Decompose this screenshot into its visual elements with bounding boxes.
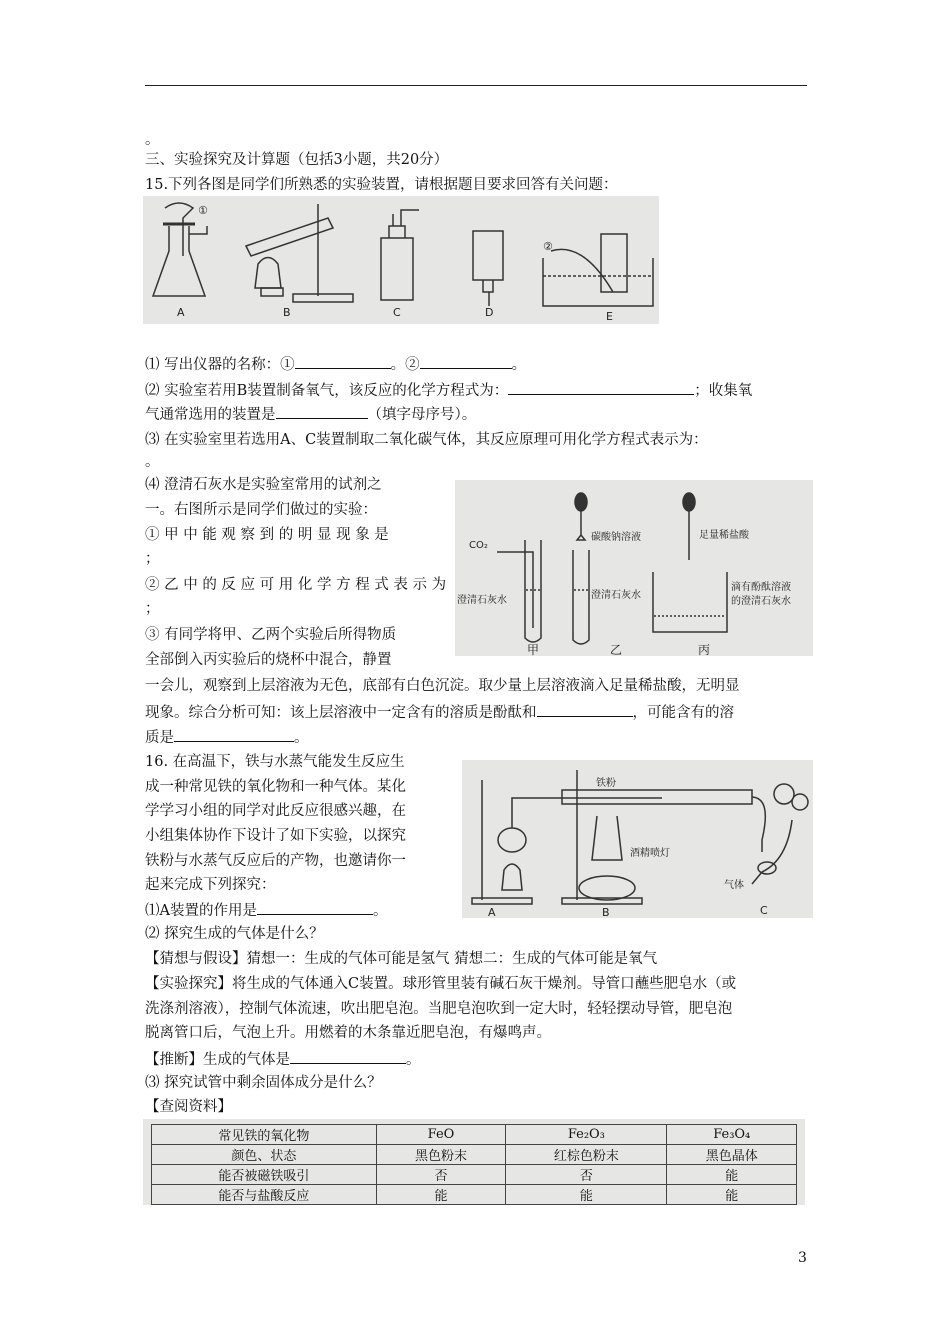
blank-gas-name[interactable] [290,1049,406,1064]
q15-p4-line1: ⑷ 澄清石灰水是实验室常用的试剂之 [145,477,382,493]
table-cell: 能 [506,1185,667,1205]
q16-line3: 学学习小组的同学对此反应很感兴趣，在 [145,803,406,819]
q16-infer-text-b: 。 [406,1052,421,1068]
fig1-label-a: A [177,306,185,319]
table-cell: 否 [506,1165,667,1185]
q15-p4-line10 [145,702,734,723]
q16-line1: 16. 在高温下，铁与水蒸气能发生反应生 [145,754,405,770]
q16-exp-line3: 脱离管口后，气泡上升。用燃着的木条靠近肥皂泡，有爆鸣声。 [145,1025,551,1041]
fig2-bing-liquid-2: 的澄清石灰水 [731,596,791,607]
fig2-yi-top: 碳酸钠溶液 [591,532,641,543]
q16-part3: ⑶ 探究试管中剩余固体成分是什么？ [145,1075,382,1091]
table-cell: 黑色晶体 [667,1145,797,1165]
q15-part2-line1 [145,380,752,401]
fig3-lamp: 酒精喷灯 [630,848,670,859]
blank-instrument-1[interactable] [295,354,391,369]
fig2-label-bing: 丙 [698,643,711,656]
fig3-gas: 气体 [724,880,744,891]
q15-p4-line4: ； [145,551,160,567]
figure-limewater-experiments [455,480,813,656]
table-cell: 能 [667,1165,797,1185]
q15-part1 [145,354,526,375]
q15-p2-text-b: ；收集氧 [694,383,753,399]
q16-p1-text-a: ⑴A装置的作用是 [145,903,257,919]
q16-part1 [145,900,387,921]
iron-oxide-table-photo [143,1119,805,1205]
q15-part3-line1: ⑶ 在实验室里若选用A、C装置制取二氧化碳气体，其反应原理可用化学方程式表示为： [145,432,708,448]
figure-iron-steam [462,760,813,918]
fig2-jia-liquid: 澄清石灰水 [457,595,507,606]
fig2-label-yi: 乙 [610,643,623,656]
q16-line5: 铁粉与水蒸气反应后的产物，也邀请你一 [145,853,406,869]
q15-p2-text-a: ⑵ 实验室若用B装置制备氧气，该反应的化学方程式为： [145,383,509,399]
table-cell: FeO [376,1125,505,1145]
q16-line2: 成一种常见铁的氧化物和一种气体。某化 [145,779,406,795]
fig3-label-a: A [488,906,496,918]
q15-p4-line8: 全部倒入丙实验后的烧杯中混合，静置 [145,652,392,668]
table-cell: 能 [376,1185,505,1205]
fig1-mark-2: ② [543,240,553,253]
fig2-label-jia: 甲 [527,643,540,656]
table-row [152,1185,797,1205]
q15-p2-text-d: （填字母序号）。 [367,407,477,423]
table-cell: 能否与盐酸反应 [152,1185,377,1205]
q16-infer-text-a: 【推断】生成的气体是 [145,1052,290,1068]
iron-steam-drawing [462,760,813,918]
q15-part2-line2 [145,404,476,425]
table-row [152,1165,797,1185]
q15-part3-line2: 。 [145,454,160,470]
q16-part2: ⑵ 探究生成的气体是什么？ [145,926,324,942]
fig2-bing-top: 足量稀盐酸 [699,530,749,541]
q15-p4-text-10a: 现象。综合分析可知：该上层溶液中一定含有的溶质是酚酞和 [145,705,537,721]
blank-instrument-2[interactable] [420,354,512,369]
header-rule [145,85,807,86]
blank-solute-certain[interactable] [537,702,633,717]
section-title: 三、实验探究及计算题（包括3小题，共20分） [145,152,449,168]
table-row [152,1125,797,1145]
iron-oxide-table [151,1124,797,1205]
fig1-mark-1: ① [198,204,208,217]
page-number: 3 [798,1250,807,1266]
q15-p4-text-10b: ，可能含有的溶 [632,705,734,721]
q15-p2-text-c: 气通常选用的装置是 [145,407,276,423]
table-cell: Fe₂O₃ [506,1125,667,1145]
fig1-label-b: B [283,306,291,319]
q15-p4-text-11a: 质是 [145,730,174,746]
q15-p4-text-11b: 。 [294,730,309,746]
q16-guess: 【猜想与假设】猜想一：生成的气体可能是氢气 猜想二：生成的气体可能是氧气 [145,951,658,967]
table-cell: 颜色、状态 [152,1145,377,1165]
fig3-label-c: C [760,904,768,917]
table-cell: 红棕色粉末 [506,1145,667,1165]
q15-p4-line11 [145,727,309,748]
table-cell: Fe₃O₄ [667,1125,797,1145]
q15-p4-line9: 一会儿，观察到上层溶液为无色，底部有白色沉淀。取少量上层溶液滴入足量稀盐酸，无明显 [145,678,740,694]
q15-stem: 15.下列各图是同学们所熟悉的实验装置，请根据题目要求回答有关问题： [145,177,618,193]
table-cell: 否 [376,1165,505,1185]
blank-solute-possible[interactable] [174,727,294,742]
fig2-bing-liquid-1: 滴有酚酞溶液 [731,582,791,593]
q16-line4: 小组集体协作下设计了如下实验，以探究 [145,828,406,844]
table-cell: 黑色粉末 [376,1145,505,1165]
fig3-iron: 铁粉 [596,778,616,789]
q15-p1-text-a: ⑴ 写出仪器的名称：① [145,357,295,373]
q15-p1-text-c: 。 [511,357,527,373]
fig1-label-e: E [606,310,613,323]
q16-p1-text-b: 。 [372,903,388,919]
figure-apparatus-a-e [143,196,659,324]
table-row [152,1145,797,1165]
q16-infer [145,1049,421,1070]
table-cell: 能否被磁铁吸引 [152,1165,377,1185]
q15-p1-text-b: 。② [390,357,420,373]
table-cell: 能 [667,1185,797,1205]
apparatus-drawing [143,196,659,324]
fig3-label-b: B [602,906,610,918]
q15-p4-line6: ； [145,601,160,617]
q16-ref: 【查阅资料】 [145,1099,232,1115]
table-cell: 常见铁的氧化物 [152,1125,377,1145]
q15-p4-line2: 一。右图所示是同学们做过的实验： [145,502,377,518]
limewater-drawing [455,480,813,656]
fig2-co2: CO₂ [469,540,488,551]
q15-p4-line7: ③ 有同学将甲、乙两个实验后所得物质 [145,627,397,643]
fig1-label-d: D [485,306,494,319]
lead-mark: 。 [145,132,160,148]
q16-exp-line1: 【实验探究】将生成的气体通入C装置。球形管里装有碱石灰干燥剂。导管口蘸些肥皂水（或 [145,976,737,992]
fig2-yi-liquid: 澄清石灰水 [591,590,641,601]
fig1-label-c: C [393,306,401,319]
q16-exp-line2: 洗涤剂溶液），控制气体流速，吹出肥皂泡。当肥皂泡吹到一定大时，轻轻摆动导管，肥皂泡 [145,1001,733,1017]
q15-p4-line5: ② 乙 中 的 反 应 可 用 化 学 方 程 式 表 示 为 [145,577,447,593]
blank-a-device-purpose[interactable] [257,900,373,915]
q16-line6: 起来完成下列探究： [145,877,276,893]
q15-p4-line3: ① 甲 中 能 观 察 到 的 明 显 现 象 是 [145,527,389,543]
blank-collect-device[interactable] [276,404,368,419]
blank-oxygen-equation[interactable] [508,380,694,395]
